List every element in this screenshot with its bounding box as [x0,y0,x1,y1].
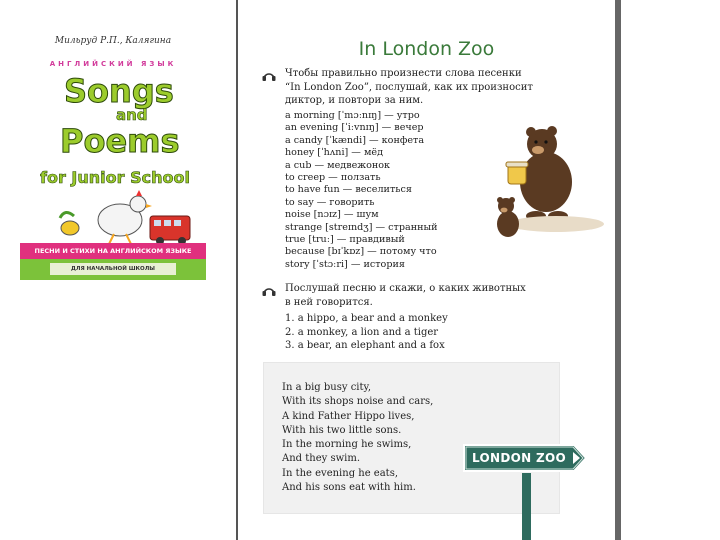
listening-instruction [285,67,585,108]
vocabulary-list [285,110,485,271]
cover-language: АНГЛИЙСКИЙ ЯЗЫК [49,60,177,68]
cover-band-label: ДЛЯ НАЧАЛЬНОЙ ШКОЛЫ [50,263,176,275]
vocab-item: honey [ˈhʌni] — мёд [285,147,383,159]
instruction-line: Чтобы правильно произнести слова песенки [285,68,522,79]
poem-line: With his two little sons. [282,424,402,436]
cover-title-poems: Poems [60,122,180,160]
instruction-line: Послушай песню и скажи, о каких животных [285,283,526,294]
sign-pole [522,473,531,540]
cover-authors: Мильруд Р.П., Калягина [54,36,172,46]
cover-band-green [20,259,206,280]
vocab-item: story [ˈstɔːri] — история [285,258,405,270]
vocab-item: because [bɪˈkɒz] — потому что [285,246,437,258]
poem-text [282,381,433,495]
vocab-item: to say — говорить [285,196,375,208]
poem-line: And his sons eat with him. [282,482,416,494]
headphones-icon [262,71,276,81]
cover-subtitle: for Junior School [40,168,190,187]
cover-title-songs: Songs [64,72,174,110]
poem-line: In the evening he eats, [282,467,399,479]
page-title: In London Zoo [358,38,495,60]
vocab-item: noise [nɔɪz] — шум [285,209,379,221]
cover-title-and: and [116,106,148,124]
answer-options [285,312,448,353]
poem-box [264,363,559,513]
vocab-item: a cub — медвежонок [285,159,391,171]
instruction-line: в ней говорится. [285,296,373,308]
question-instruction [285,282,585,309]
poem-line: In the morning he swims, [282,439,412,451]
instruction-line: диктор, и повтори за ним. [285,95,424,106]
answer-option: 2. a monkey, a lion and a tiger [285,326,439,338]
vocab-item: a candy [ˈkændi] — конфета [285,134,425,146]
bears-illustration [486,120,606,250]
instruction-line: “In London Zoo”, послушай, как их произносит [285,81,533,93]
headphones-icon [262,286,276,296]
book-cover [20,28,206,280]
poem-line: A kind Father Hippo lives, [282,410,415,422]
poem-line: In a big busy city, [282,382,372,393]
vocab-item: strange [streɪndʒ] — странный [285,221,438,233]
vocab-item: a morning [ˈmɔːnɪŋ] — утро [285,110,420,121]
vocab-item: an evening [ˈiːvnɪŋ] — вечер [285,122,424,134]
cover-band-pink: ПЕСНИ И СТИХИ НА АНГЛИЙСКОМ ЯЗЫКЕ [20,243,206,259]
answer-option: 3. a bear, an elephant and a fox [285,340,445,351]
poem-line: And they swim. [282,453,360,465]
vocab-item: to have fun — веселиться [285,184,412,196]
poem-line: With its shops noise and cars, [282,396,434,408]
vocab-item: true [truː] — правдивый [285,234,405,246]
sign-label: LONDON ZOO [472,451,566,465]
vocab-item: to creep — ползать [285,172,381,184]
answer-option: 1. a hippo, a bear and a monkey [285,313,448,324]
